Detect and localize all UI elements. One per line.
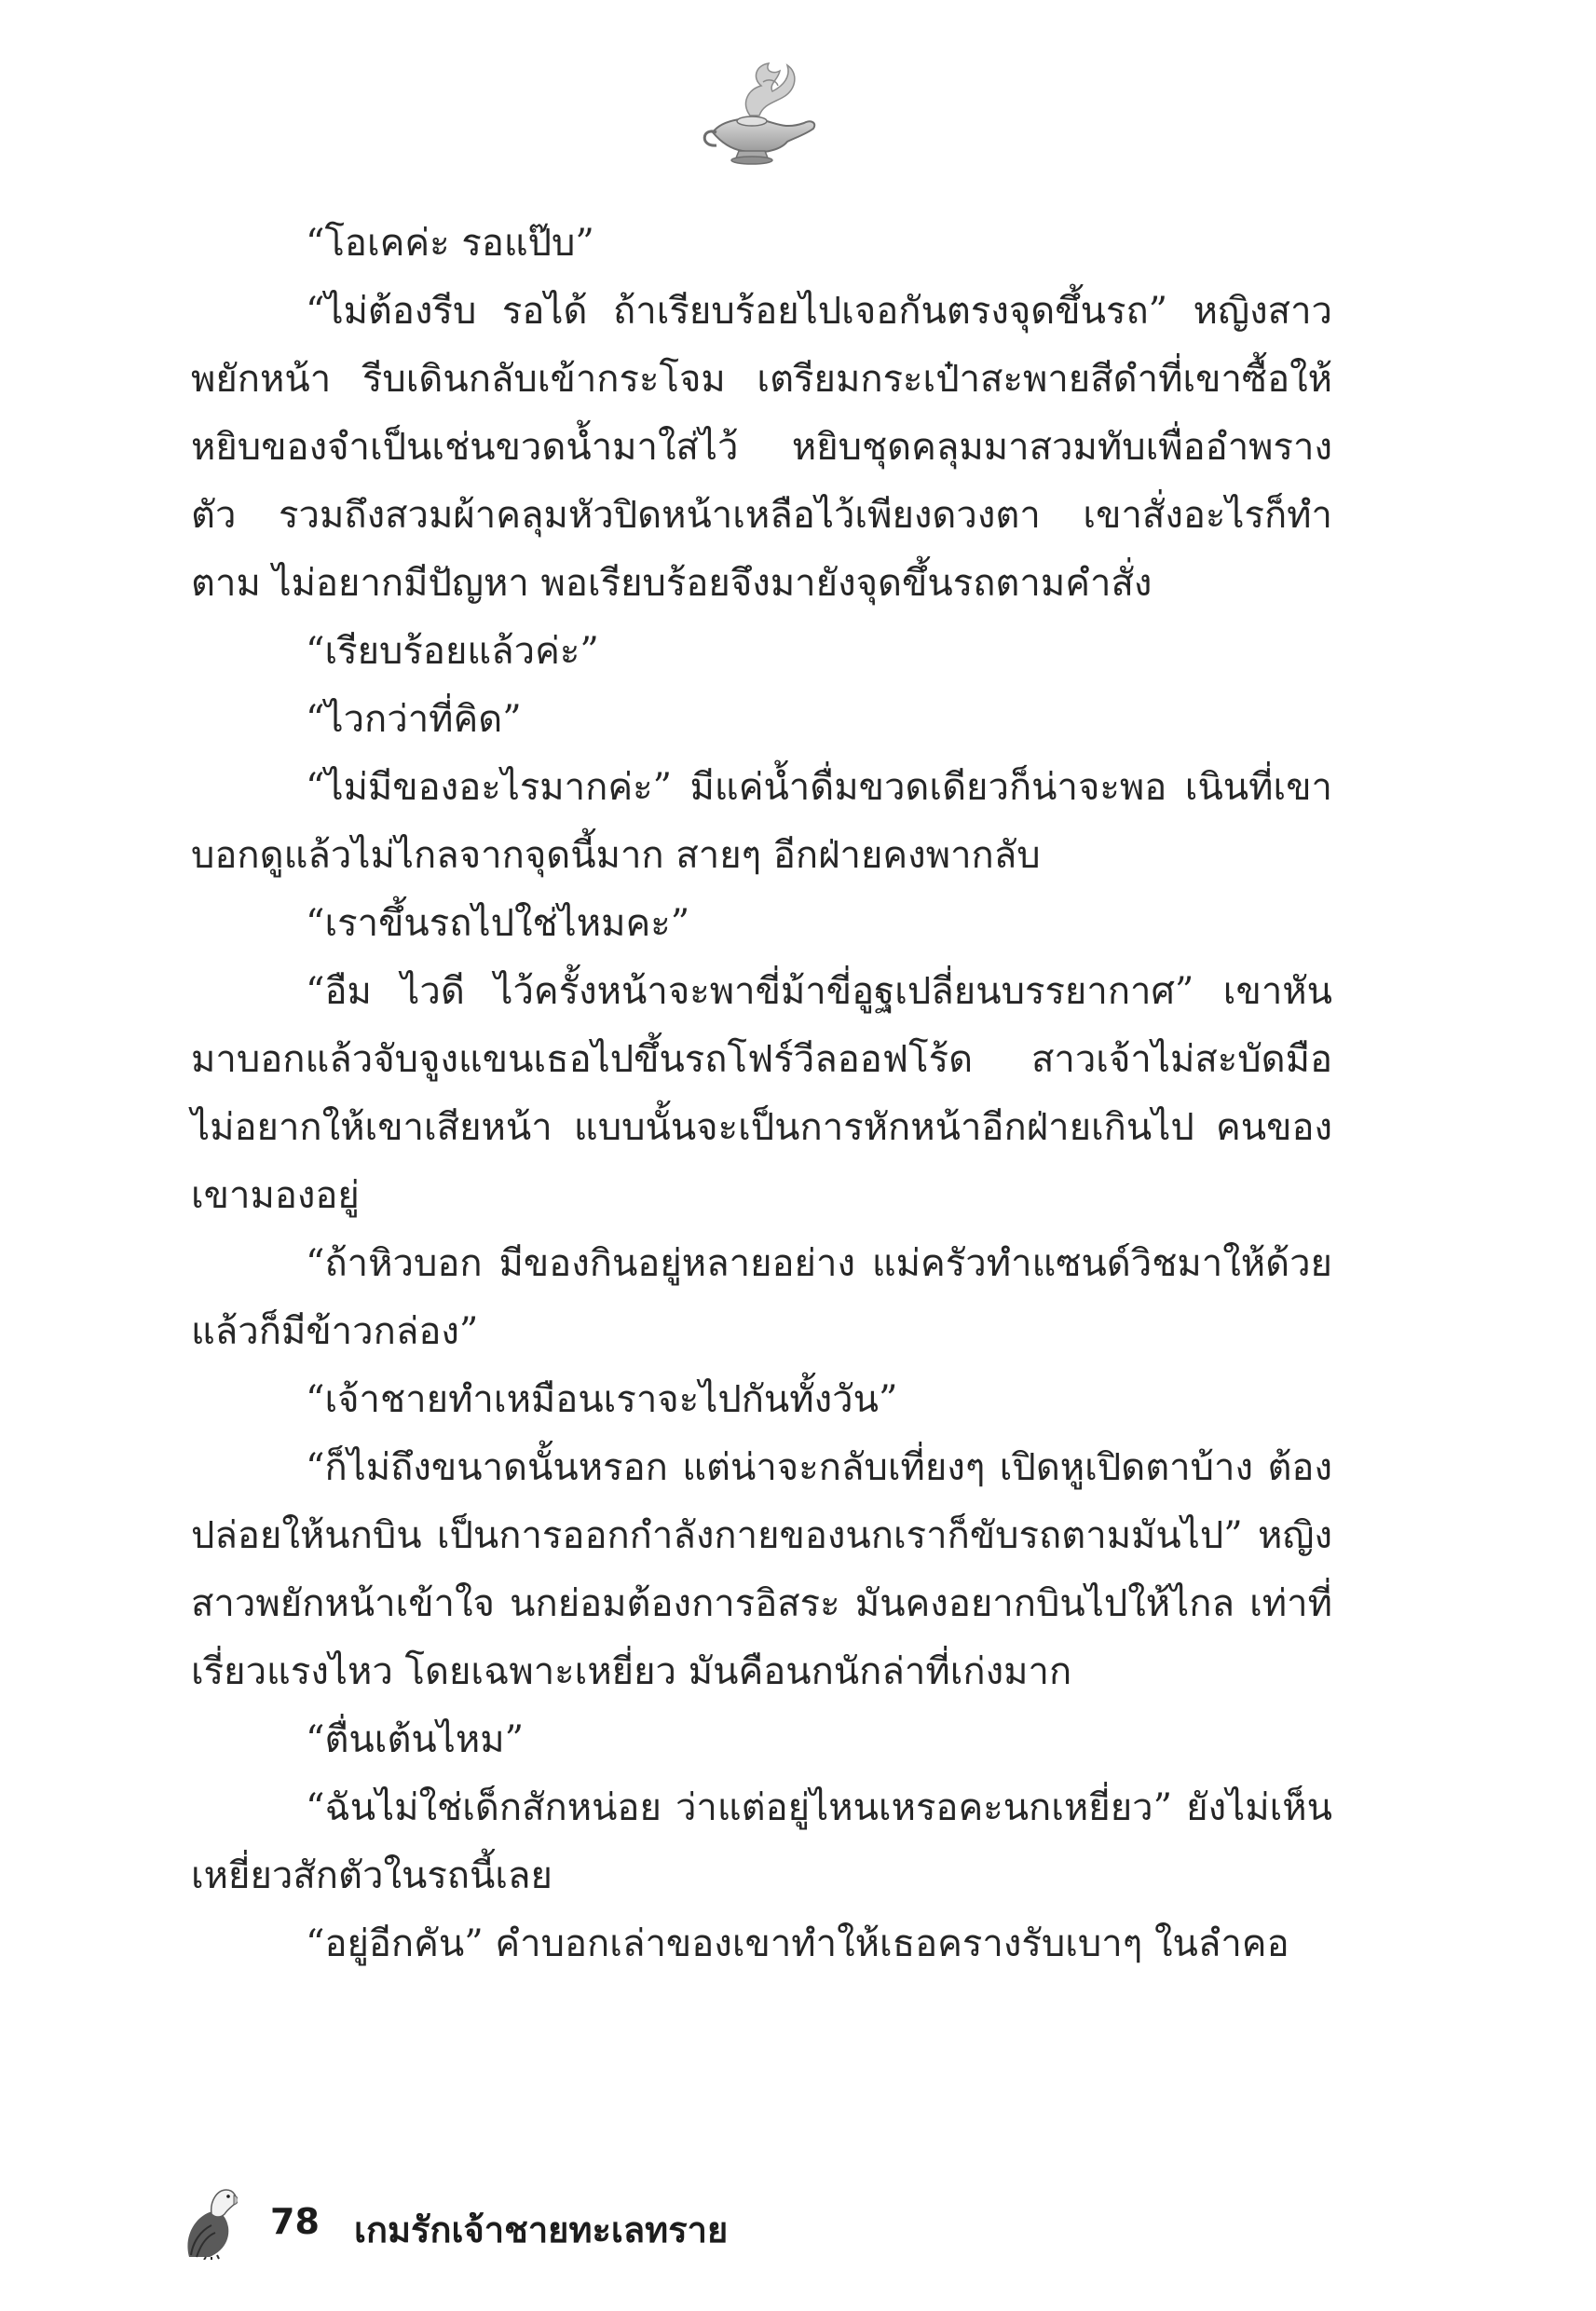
paragraph: “เรียบร้อยแล้วค่ะ” bbox=[306, 630, 599, 673]
paragraph: “ตื่นเต้นไหม” bbox=[306, 1718, 525, 1761]
paragraph: “เจ้าชายทำเหมือนเราจะไปกันทั้งวัน” bbox=[306, 1378, 898, 1421]
paragraph: “ไม่ต้องรีบ รอได้ ถ้าเรียบร้อยไปเจอกันตรงจุดขึ้นรถ” หญิงสาวพยักหน้า รีบเดินกลับเข้ากระโจม เตรียมกระเป๋าสะพายสีดำที่เขาซื้อให้ หยิบของจำเป็นเช่นขวดน้ำมาใส่ไว้ หยิบชุดคลุมมาสวมทับเพื่ออำพรางตัว รวมถึงสวมผ้าคลุมหัวปิดหน้าเหลือไว้เพียงดวงตา เขาสั่งอะไรก็ทำตาม ไม่อยากมีปัญหา พอเรียบร้อยจึงมายังจุดขึ้นรถตามคำสั่ง bbox=[191, 290, 1332, 605]
eagle-icon bbox=[182, 2181, 238, 2260]
paragraph: “ไวกว่าที่คิด” bbox=[306, 698, 522, 741]
paragraph: “อยู่อีกคัน” คำบอกเล่าของเขาทำให้เธอครางรับเบาๆ ในลำคอ bbox=[306, 1922, 1289, 1965]
paragraph: “ไม่มีของอะไรมากค่ะ” มีแค่น้ำดื่มขวดเดียวก็น่าจะพอ เนินที่เขาบอกดูแล้วไม่ไกลจากจุดนี้มาก สายๆ อีกฝ่ายคงพากลับ bbox=[191, 766, 1332, 877]
page-number: 78 bbox=[270, 2201, 320, 2242]
paragraph: “ถ้าหิวบอก มีของกินอยู่หลายอย่าง แม่ครัวทำแซนด์วิชมาให้ด้วย แล้วก็มีข้าวกล่อง” bbox=[191, 1242, 1332, 1353]
magic-lamp-icon bbox=[694, 58, 825, 170]
paragraph: “ฉันไม่ใช่เด็กสักหน่อย ว่าแต่อยู่ไหนเหรอคะนกเหยี่ยว” ยังไม่เห็นเหยี่ยวสักตัวในรถนี้เลย bbox=[191, 1786, 1332, 1897]
paragraph: “โอเคค่ะ รอแป๊บ” bbox=[306, 222, 594, 265]
book-title: เกมรักเจ้าชายทะเลทราย bbox=[354, 2209, 729, 2250]
paragraph: “อืม ไวดี ไว้ครั้งหน้าจะพาขี่ม้าขี่อูฐเปลี่ยนบรรยากาศ” เขาหันมาบอกแล้วจับจูงแขนเธอไปขึ้นรถโฟร์วีลออฟโร้ด สาวเจ้าไม่สะบัดมือ ไม่อยากให้เขาเสียหน้า แบบนั้นจะเป็นการหักหน้าอีกฝ่ายเกินไป คนของเขามองอยู่ bbox=[191, 970, 1332, 1217]
body-text bbox=[191, 210, 1332, 1978]
paragraph: “ก็ไม่ถึงขนาดนั้นหรอก แต่น่าจะกลับเที่ยงๆ เปิดหูเปิดตาบ้าง ต้องปล่อยให้นกบิน เป็นการออกกำลังกายของนกเราก็ขับรถตามมันไป” หญิงสาวพยักหน้าเข้าใจ นกย่อมต้องการอิสระ มันคงอยากบินไปให้ไกล เท่าที่เรี่ยวแรงไหว โดยเฉพาะเหยี่ยว มันคือนกนักล่าที่เก่งมาก bbox=[191, 1446, 1332, 1693]
paragraph: “เราขึ้นรถไปใช่ไหมคะ” bbox=[306, 902, 690, 945]
page-footer bbox=[182, 2181, 1020, 2264]
